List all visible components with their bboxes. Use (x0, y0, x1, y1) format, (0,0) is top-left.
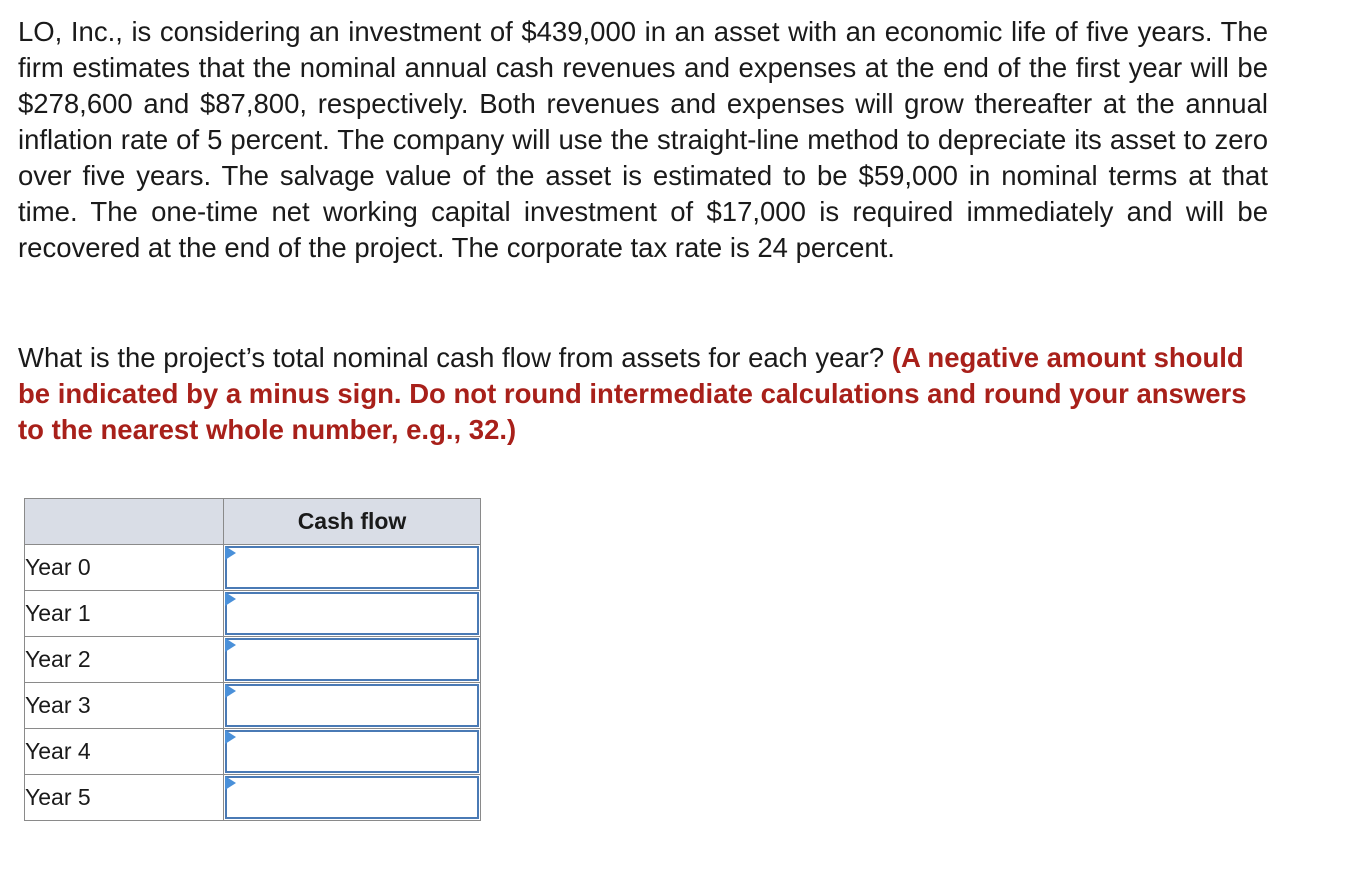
row-label: Year 5 (25, 775, 224, 821)
table-row (25, 545, 481, 591)
problem-statement: LO, Inc., is considering an investment of $439,000 in an asset with an economic life of five years. The firm estimates that the nominal annual cash revenues and expenses at the end of the first year will be $278,600 and $87,800, respectively. Both revenues and expenses will grow thereafter at the annual inflation rate of 5 percent. The company will use the straight-line method to depreciate its asset to zero over five years. The salvage value of the asset is estimated to be $59,000 in nominal terms at that time. The one-time net working capital investment of $17,000 is required immediately and will be recovered at the end of the project. The corporate tax rate is 24 percent. (18, 16, 1268, 263)
flag-icon (225, 592, 236, 606)
table-row (25, 637, 481, 683)
header-cash-flow: Cash flow (224, 499, 481, 545)
flag-icon (225, 638, 236, 652)
year-5-cash-flow-input[interactable] (225, 776, 479, 819)
flag-icon (225, 684, 236, 698)
table-row (25, 775, 481, 821)
answer-cell (224, 545, 481, 591)
table-header-row (25, 499, 481, 545)
row-label: Year 3 (25, 683, 224, 729)
header-blank-cell (25, 499, 224, 545)
answer-cell (224, 591, 481, 637)
year-3-cash-flow-input[interactable] (225, 684, 479, 727)
flag-icon (225, 546, 236, 560)
row-label: Year 1 (25, 591, 224, 637)
year-1-cash-flow-input[interactable] (225, 592, 479, 635)
table-row (25, 591, 481, 637)
answer-cell (224, 729, 481, 775)
row-label: Year 4 (25, 729, 224, 775)
row-label: Year 0 (25, 545, 224, 591)
year-0-cash-flow-input[interactable] (225, 546, 479, 589)
answer-cell (224, 683, 481, 729)
question-text: What is the project’s total nominal cash flow from assets for each year? (18, 342, 885, 373)
table-row (25, 683, 481, 729)
flag-icon (225, 730, 236, 744)
question-instruction: (A negative amount should be indicated by a minus sign. Do not round intermediate calculations and round your answers to the nearest whole number, e.g., 32.) (18, 342, 1247, 445)
answer-cell (224, 775, 481, 821)
flag-icon (225, 776, 236, 790)
row-label: Year 2 (25, 637, 224, 683)
answer-cell (224, 637, 481, 683)
year-2-cash-flow-input[interactable] (225, 638, 479, 681)
year-4-cash-flow-input[interactable] (225, 730, 479, 773)
question-prompt (18, 340, 1278, 448)
table-row (25, 729, 481, 775)
cash-flow-table (24, 498, 481, 821)
